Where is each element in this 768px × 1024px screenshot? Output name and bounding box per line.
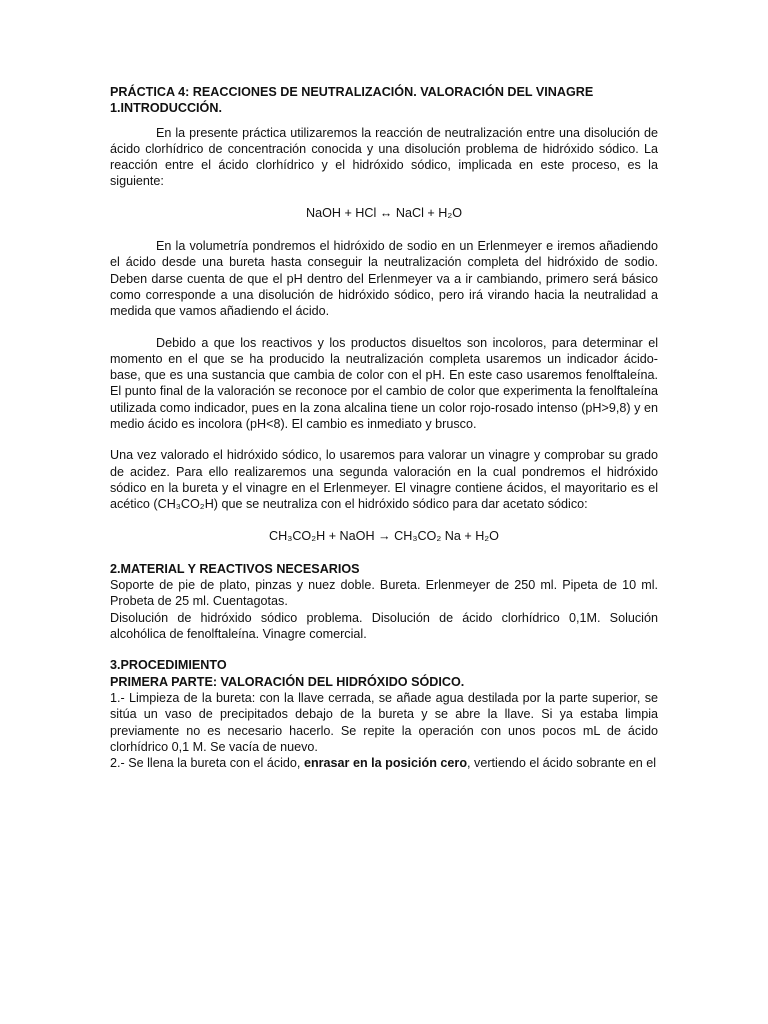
procedure-step-1: 1.- Limpieza de la bureta: con la llave cerrada, se añade agua destilada por la parte superior, se sitúa un vaso de precipitados debajo de la bureta y se abre la llave. Si ya estaba limpia previamente no es necesario hacerlo. Se repite la operación con unos pocos mL de ácido clorhídrico 0,1 M. Se vacía de nuevo. [110, 690, 658, 754]
section-heading-material: 2.MATERIAL Y REACTIVOS NECESARIOS [110, 561, 360, 576]
spacer [110, 513, 658, 528]
materials-paragraph-1: Soporte de pie de plato, pinzas y nuez doble. Bureta. Erlenmeyer de 250 ml. Pipeta de 10 ml. Probeta de 25 ml. Cuentagotas. [110, 578, 658, 609]
materials-paragraph-2: Disolución de hidróxido sódico problema. Disolución de ácido clorhídrico 0,1M. Solución alcohólica de fenolftaleína. Vinagre comercial. [110, 610, 658, 642]
subsection-heading-primera-parte: PRIMERA PARTE: VALORACIÓN DEL HIDRÓXIDO SÓDICO. [110, 674, 465, 689]
section-heading-introduccion: 1.INTRODUCCIÓN. [110, 101, 222, 116]
step2-text-end: , vertiendo el ácido sobrante en el [467, 756, 657, 771]
section-heading-procedimiento: 3.PROCEDIMIENTO [110, 658, 227, 673]
spacer [110, 544, 658, 561]
intro-paragraph-4: Una vez valorado el hidróxido sódico, lo usaremos para valorar un vinagre y comprobar su grado de acidez. Para ello realizaremos una segunda valoración en la cual pondremos el hidróxido sódico en la bureta y el vinagre en el Erlenmeyer. El vinagre contiene ácidos, el mayoritario es el acético (CH₃CO₂H) que se neutraliza con el hidróxido sódico para dar acetato sódico: [110, 448, 658, 512]
equation-acetic-acid: CH₃CO₂H + NaOH → CH₃CO₂ Na + H₂O [269, 528, 499, 543]
intro-paragraph-3: Debido a que los reactivos y los productos disueltos son incoloros, para determinar el momento en el que se ha producido la neutralización completa usaremos un indicador ácido-base, que es una sustancia que cambia de color con el pH. En este caso usaremos fenolftaleína. El punto final de la valoración se reconoce por el cambio de color que experimenta la fenolftaleína utilizada como indicador, pues en la zona alcalina tiene un color rojo-rosado intenso (pH>9,8) y en medio ácido es incolora (pH<8). El cambio es inmediato y brusco. [110, 335, 658, 432]
spacer [110, 320, 658, 335]
equation-neutralization: NaOH + HCl ↔ NaCl + H₂O [305, 205, 463, 220]
step2-text-start: 2.- Se llena la bureta con el ácido, [110, 756, 304, 771]
spacer [110, 642, 658, 657]
spacer [110, 117, 658, 125]
spacer [110, 432, 658, 447]
step2-emphasis: enrasar en la posición cero [303, 756, 468, 771]
document-title: PRÁCTICA 4: REACCIONES DE NEUTRALIZACIÓN. VALORACIÓN DEL VINAGRE [110, 85, 594, 99]
intro-paragraph-1: En la presente práctica utilizaremos la reacción de neutralización entre una disolución de ácido clorhídrico de concentración conocida y una disolución problema de hidróxido sódico. La reacción entre el ácido clorhídrico y el hidróxido sódico, implicada en este proceso, es la siguiente: [110, 125, 658, 189]
spacer [110, 221, 658, 238]
intro-paragraph-2: En la volumetría pondremos el hidróxido de sodio en un Erlenmeyer e iremos añadiendo el ácido desde una bureta hasta conseguir la neutralización completa del hidróxido de sodio. Deben darse cuenta de que el pH dentro del Erlenmeyer va a ir cambiando, primero será básico como corresponde a una disolución de hidróxido sódico, pero irá virando hacia la neutralidad a medida que vamos añadiendo el ácido. [110, 239, 658, 319]
spacer [110, 190, 658, 205]
procedure-step-2 [110, 755, 658, 771]
